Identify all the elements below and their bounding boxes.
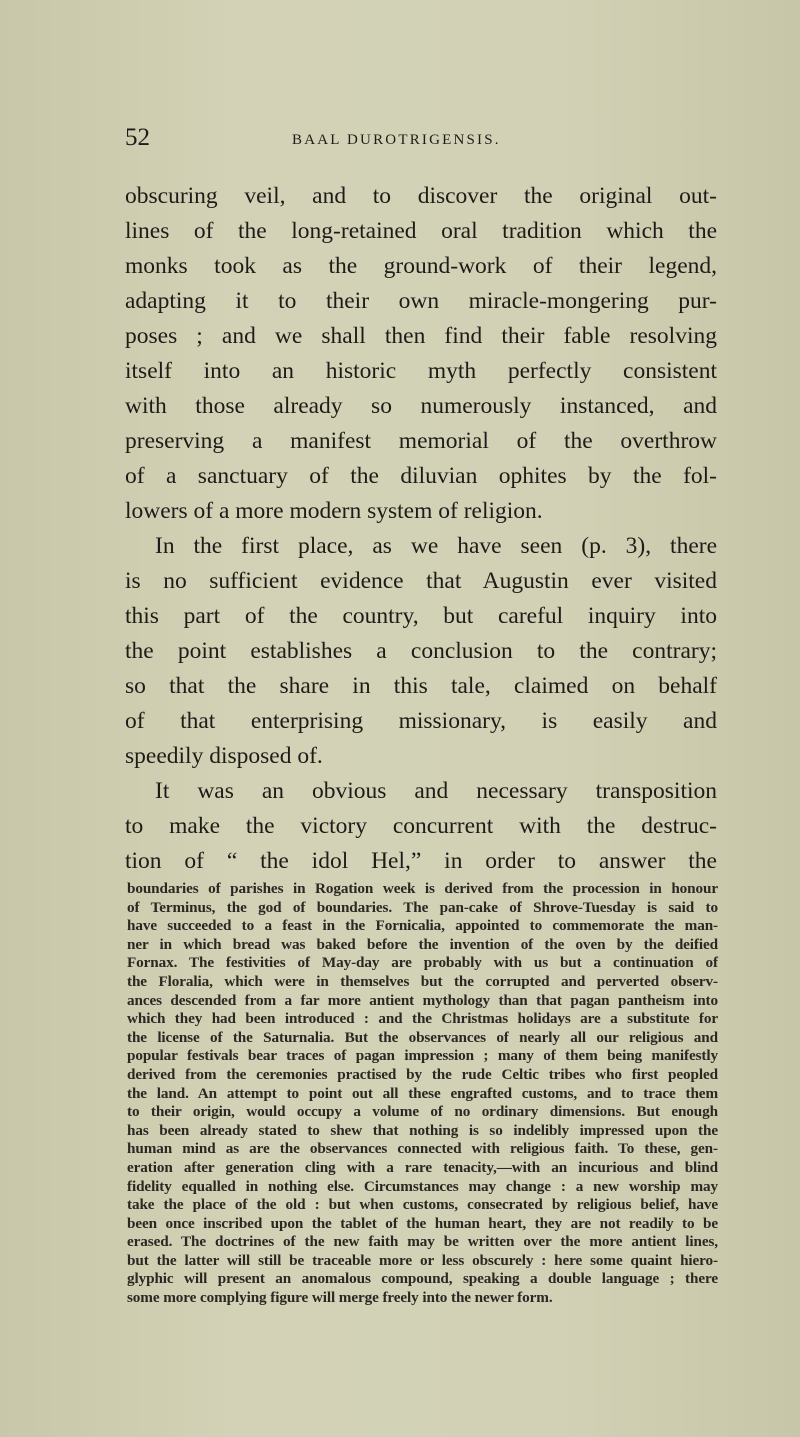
- footnote-line: the Floralia, which were in themselves but the corrupted and perverted observ-: [127, 972, 718, 990]
- body-line: of that enterprising missionary, is easily and: [125, 708, 717, 734]
- body-line: In the first place, as we have seen (p. 3), there: [155, 533, 717, 559]
- body-text: [125, 179, 717, 879]
- footnote-line: fidelity equalled in nothing else. Circumstances may change : a new worship may: [127, 1177, 718, 1195]
- page-header: [125, 124, 717, 154]
- footnote-line: eration after generation cling with a rare tenacity,—with an incurious and blind: [127, 1158, 718, 1176]
- footnote-line: the license of the Saturnalia. But the observances of nearly all our religious and: [127, 1028, 718, 1046]
- footnote-line: of Terminus, the god of boundaries. The pan-cake of Shrove-Tuesday is said to: [127, 898, 718, 916]
- body-line: the point establishes a conclusion to the contrary;: [125, 638, 717, 664]
- footnote: [127, 880, 718, 1308]
- body-line: adapting it to their own miracle-mongering pur-: [125, 288, 717, 314]
- body-line: tion of “ the idol Hel,” in order to answer the: [125, 848, 717, 874]
- footnote-line: been once inscribed upon the tablet of the human heart, they are not readily to be: [127, 1214, 718, 1232]
- body-line: this part of the country, but careful inquiry into: [125, 603, 717, 629]
- footnote-line: has been already stated to shew that nothing is so indelibly impressed upon the: [127, 1121, 718, 1139]
- body-line: itself into an historic myth perfectly consistent: [125, 358, 717, 384]
- footnote-line: the land. An attempt to point out all these engrafted customs, and to trace them: [127, 1084, 718, 1102]
- footnote-line: erased. The doctrines of the new faith may be written over the more antient lines,: [127, 1233, 718, 1251]
- body-line: obscuring veil, and to discover the original out-: [125, 183, 717, 209]
- body-line: with those already so numerously instanced, and: [125, 393, 717, 419]
- body-line: of a sanctuary of the diluvian ophites by the fol-: [125, 463, 717, 489]
- body-line: poses ; and we shall then find their fable resolving: [125, 323, 717, 349]
- footnote-line: human mind as are the observances connected with religious faith. To these, gen-: [127, 1140, 718, 1158]
- body-line: It was an obvious and necessary transposition: [155, 778, 717, 804]
- footnote-line: to their origin, would occupy a volume of no ordinary dimensions. But enough: [127, 1103, 718, 1121]
- body-line: is no sufficient evidence that Augustin ever visited: [125, 568, 717, 594]
- body-line: to make the victory concurrent with the destruc-: [125, 813, 717, 839]
- footnote-line: some more complying figure will merge freely into the newer form.: [127, 1289, 553, 1307]
- footnote-line: popular festivals bear traces of pagan impression ; many of them being manifestly: [127, 1047, 718, 1065]
- body-line: preserving a manifest memorial of the overthrow: [125, 428, 717, 454]
- body-line: speedily disposed of.: [125, 743, 323, 769]
- footnote-line: derived from the ceremonies practised by the rude Celtic tribes who first peopled: [127, 1065, 718, 1083]
- footnote-line: ner in which bread was baked before the invention of the oven by the deified: [127, 935, 718, 953]
- footnote-line: which they had been introduced : and the Christmas holidays are a substitute for: [127, 1010, 718, 1028]
- running-title: BAAL DUROTRIGENSIS.: [292, 132, 501, 148]
- footnote-line: have succeeded to a feast in the Fornicalia, appointed to commemorate the man-: [127, 917, 718, 935]
- footnote-line: ances descended from a far more antient mythology than that pagan pantheism into: [127, 991, 718, 1009]
- footnote-line: boundaries of parishes in Rogation week is derived from the procession in honour: [127, 880, 718, 897]
- footnote-line: glyphic will present an anomalous compound, speaking a double language ; there: [127, 1270, 718, 1288]
- body-line: lines of the long-retained oral tradition which the: [125, 218, 717, 244]
- page-number: 52: [125, 124, 150, 151]
- footnote-line: Fornax. The festivities of May-day are probably with us but a continuation of: [127, 954, 718, 972]
- body-line: lowers of a more modern system of religion.: [125, 498, 543, 524]
- body-line: so that the share in this tale, claimed on behalf: [125, 673, 717, 699]
- body-line: monks took as the ground-work of their legend,: [125, 253, 717, 279]
- footnote-line: take the place of the old : but when customs, consecrated by religious belief, have: [127, 1196, 718, 1214]
- footnote-line: but the latter will still be traceable more or less obscurely : here some quaint hiero-: [127, 1251, 718, 1269]
